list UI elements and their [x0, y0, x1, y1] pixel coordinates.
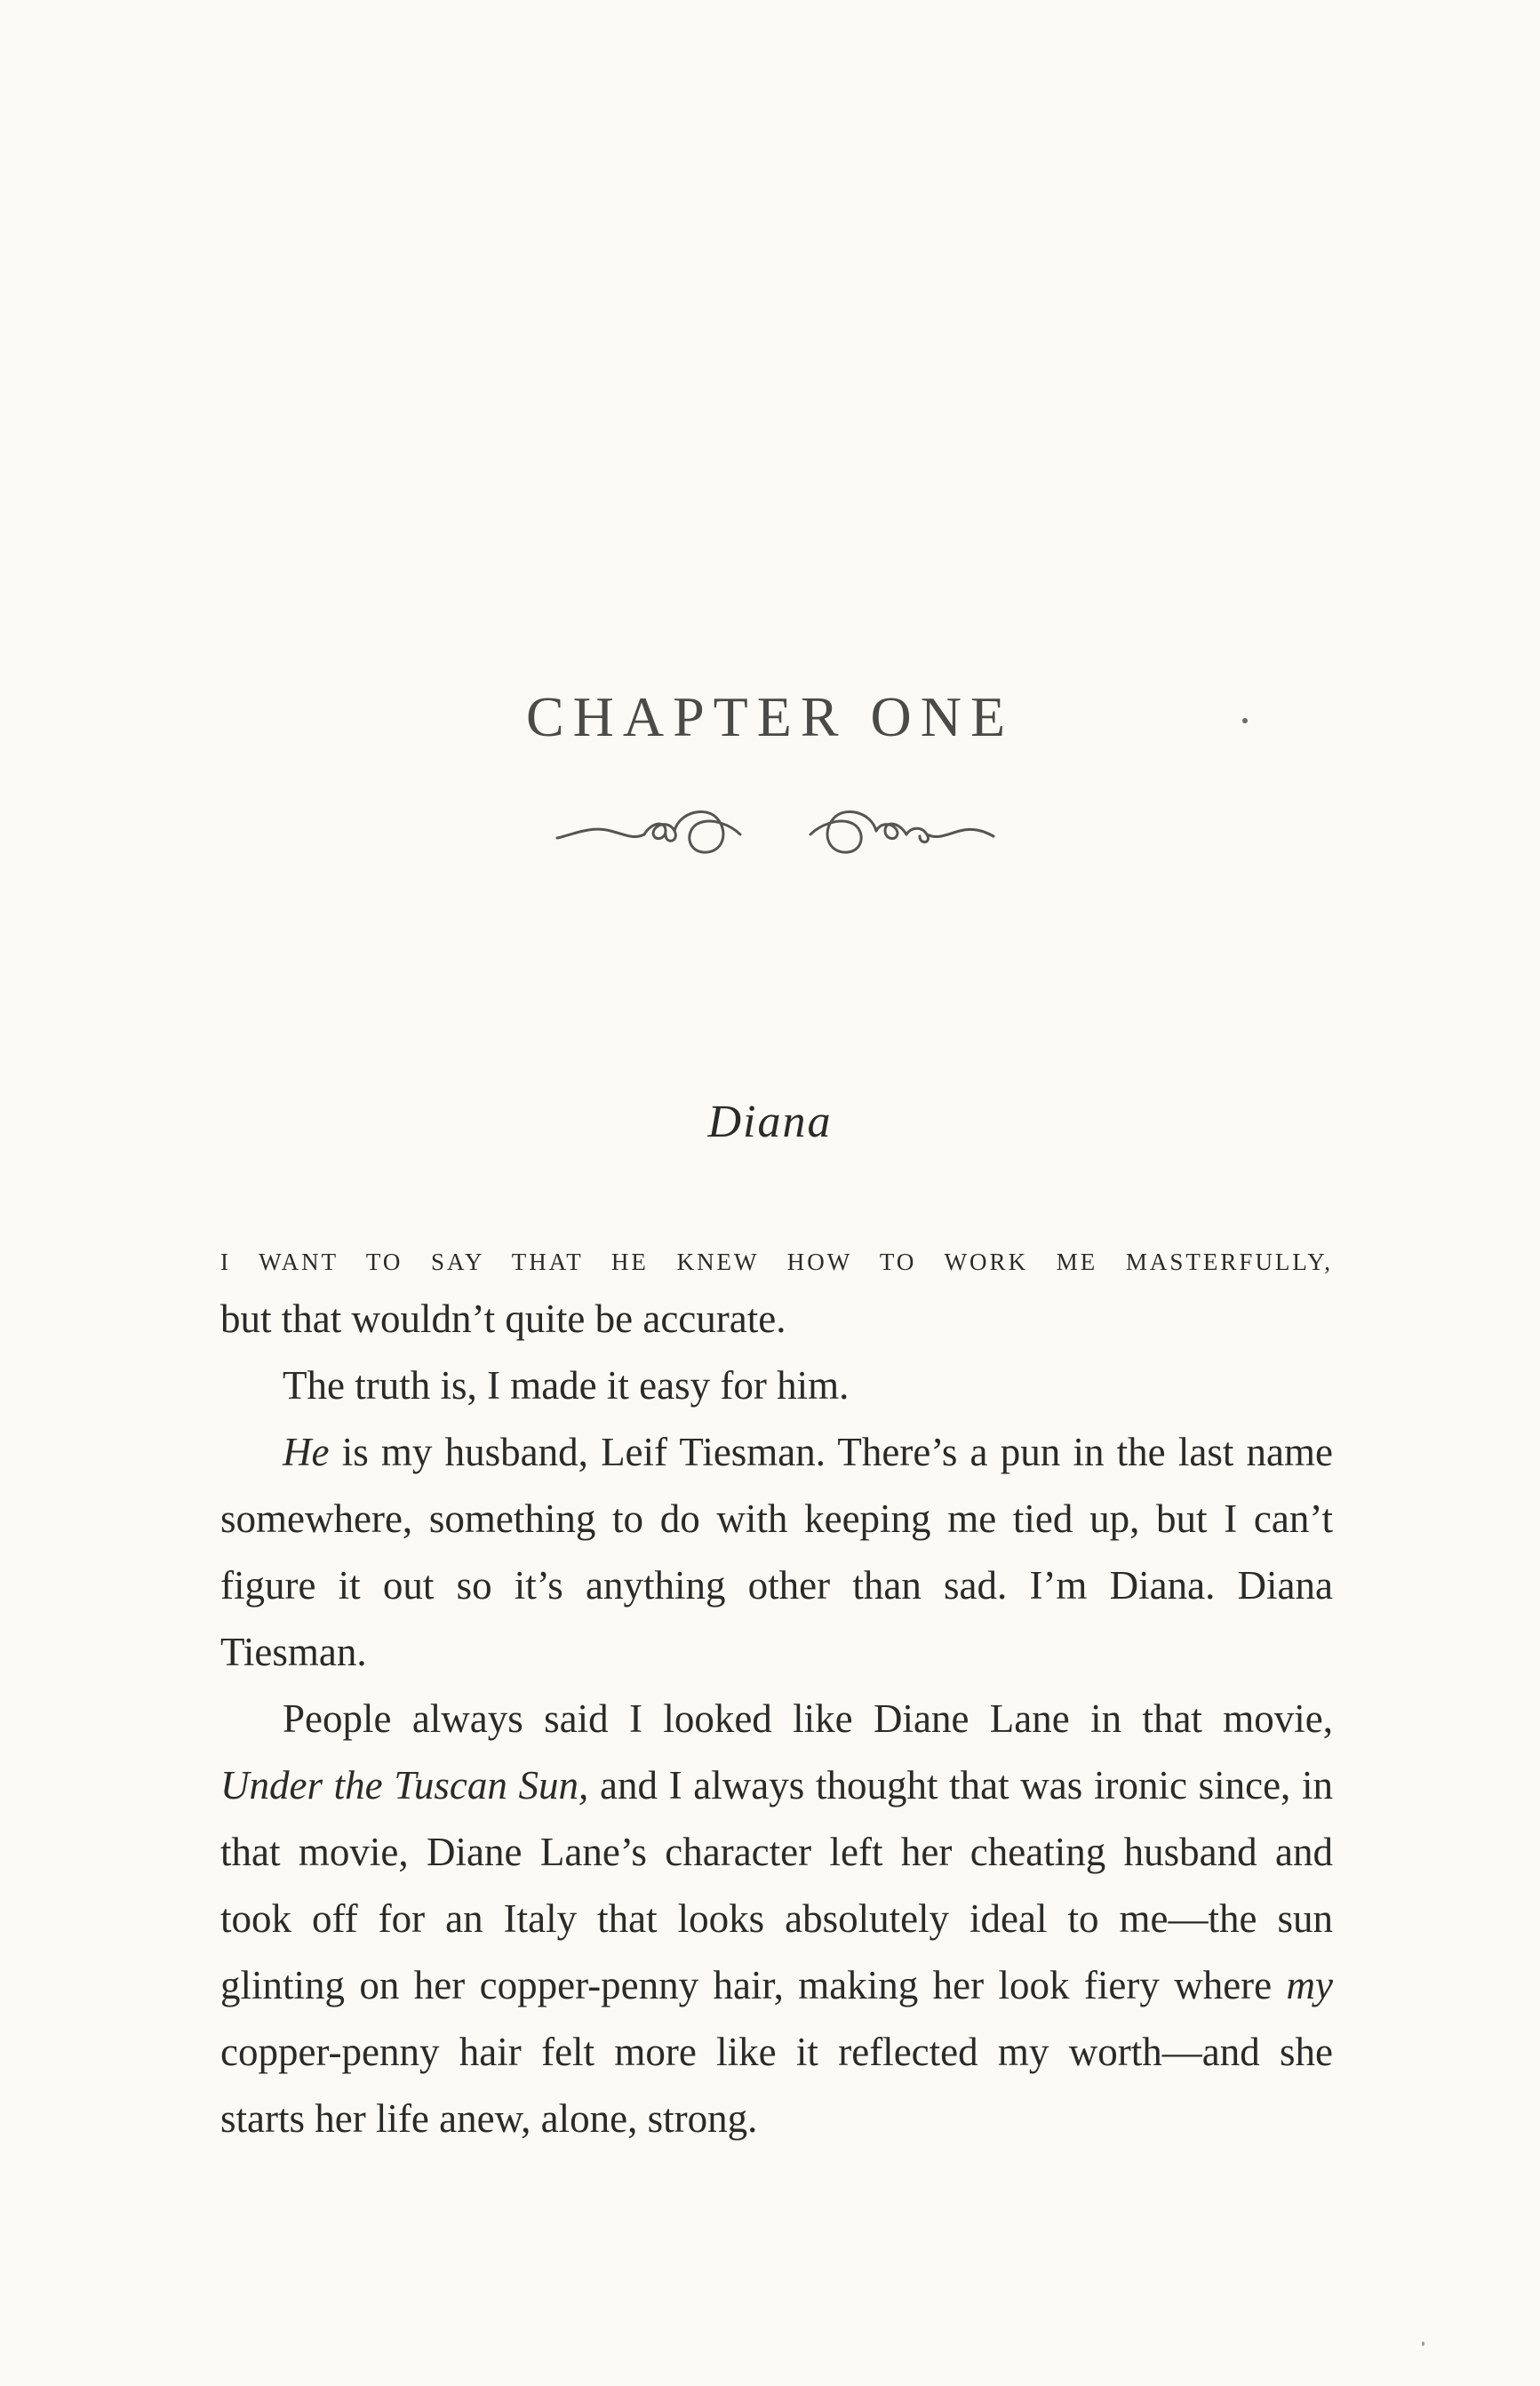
ink-speck	[1242, 718, 1248, 723]
paragraph-1: but that wouldn’t quite be accurate.	[220, 1297, 786, 1341]
body-text	[220, 1240, 1333, 2152]
paper-speck	[1422, 2342, 1424, 2346]
paragraph-3-emphasis: He	[283, 1430, 330, 1474]
paragraph-3	[220, 1419, 1333, 1686]
chapter-pov-name: Diana	[707, 1097, 833, 1147]
paragraph-4-end: copper-penny hair felt more like it reflected my worth—and she starts her life anew, alone, strong.	[220, 2030, 1333, 2141]
chapter-title: CHAPTER ONE	[525, 685, 1015, 748]
paragraph-2: The truth is, I made it easy for him.	[283, 1363, 850, 1408]
paragraph-4-start: People always said I looked like Diane Lane in that movie,	[283, 1696, 1333, 1741]
paragraph-4	[220, 1686, 1333, 2152]
movie-title: Under the Tuscan Sun,	[220, 1763, 589, 1807]
paragraph-3-text: is my husband, Leif Tiesman. There’s a pun in the last name somewhere, something to do with keeping me tied up, but I can’t figure it out so it’s anything other than sad. I’m Diana. Diana Tiesman.	[220, 1430, 1333, 1674]
paragraph-4-emphasis: my	[1286, 1963, 1333, 2007]
opening-line-smallcaps: I WANT TO SAY THAT HE KNEW HOW TO WORK ME MASTERFULLY,	[220, 1249, 1333, 1275]
flourish-ornament-icon	[555, 795, 995, 866]
paragraph-4-middle: and I always thought that was ironic since, in that movie, Diane Lane’s character left her cheating husband and took off for an Italy that looks absolutely ideal to me—the sun glinting on her copper-penny hair, making her look fiery where	[220, 1763, 1333, 2007]
